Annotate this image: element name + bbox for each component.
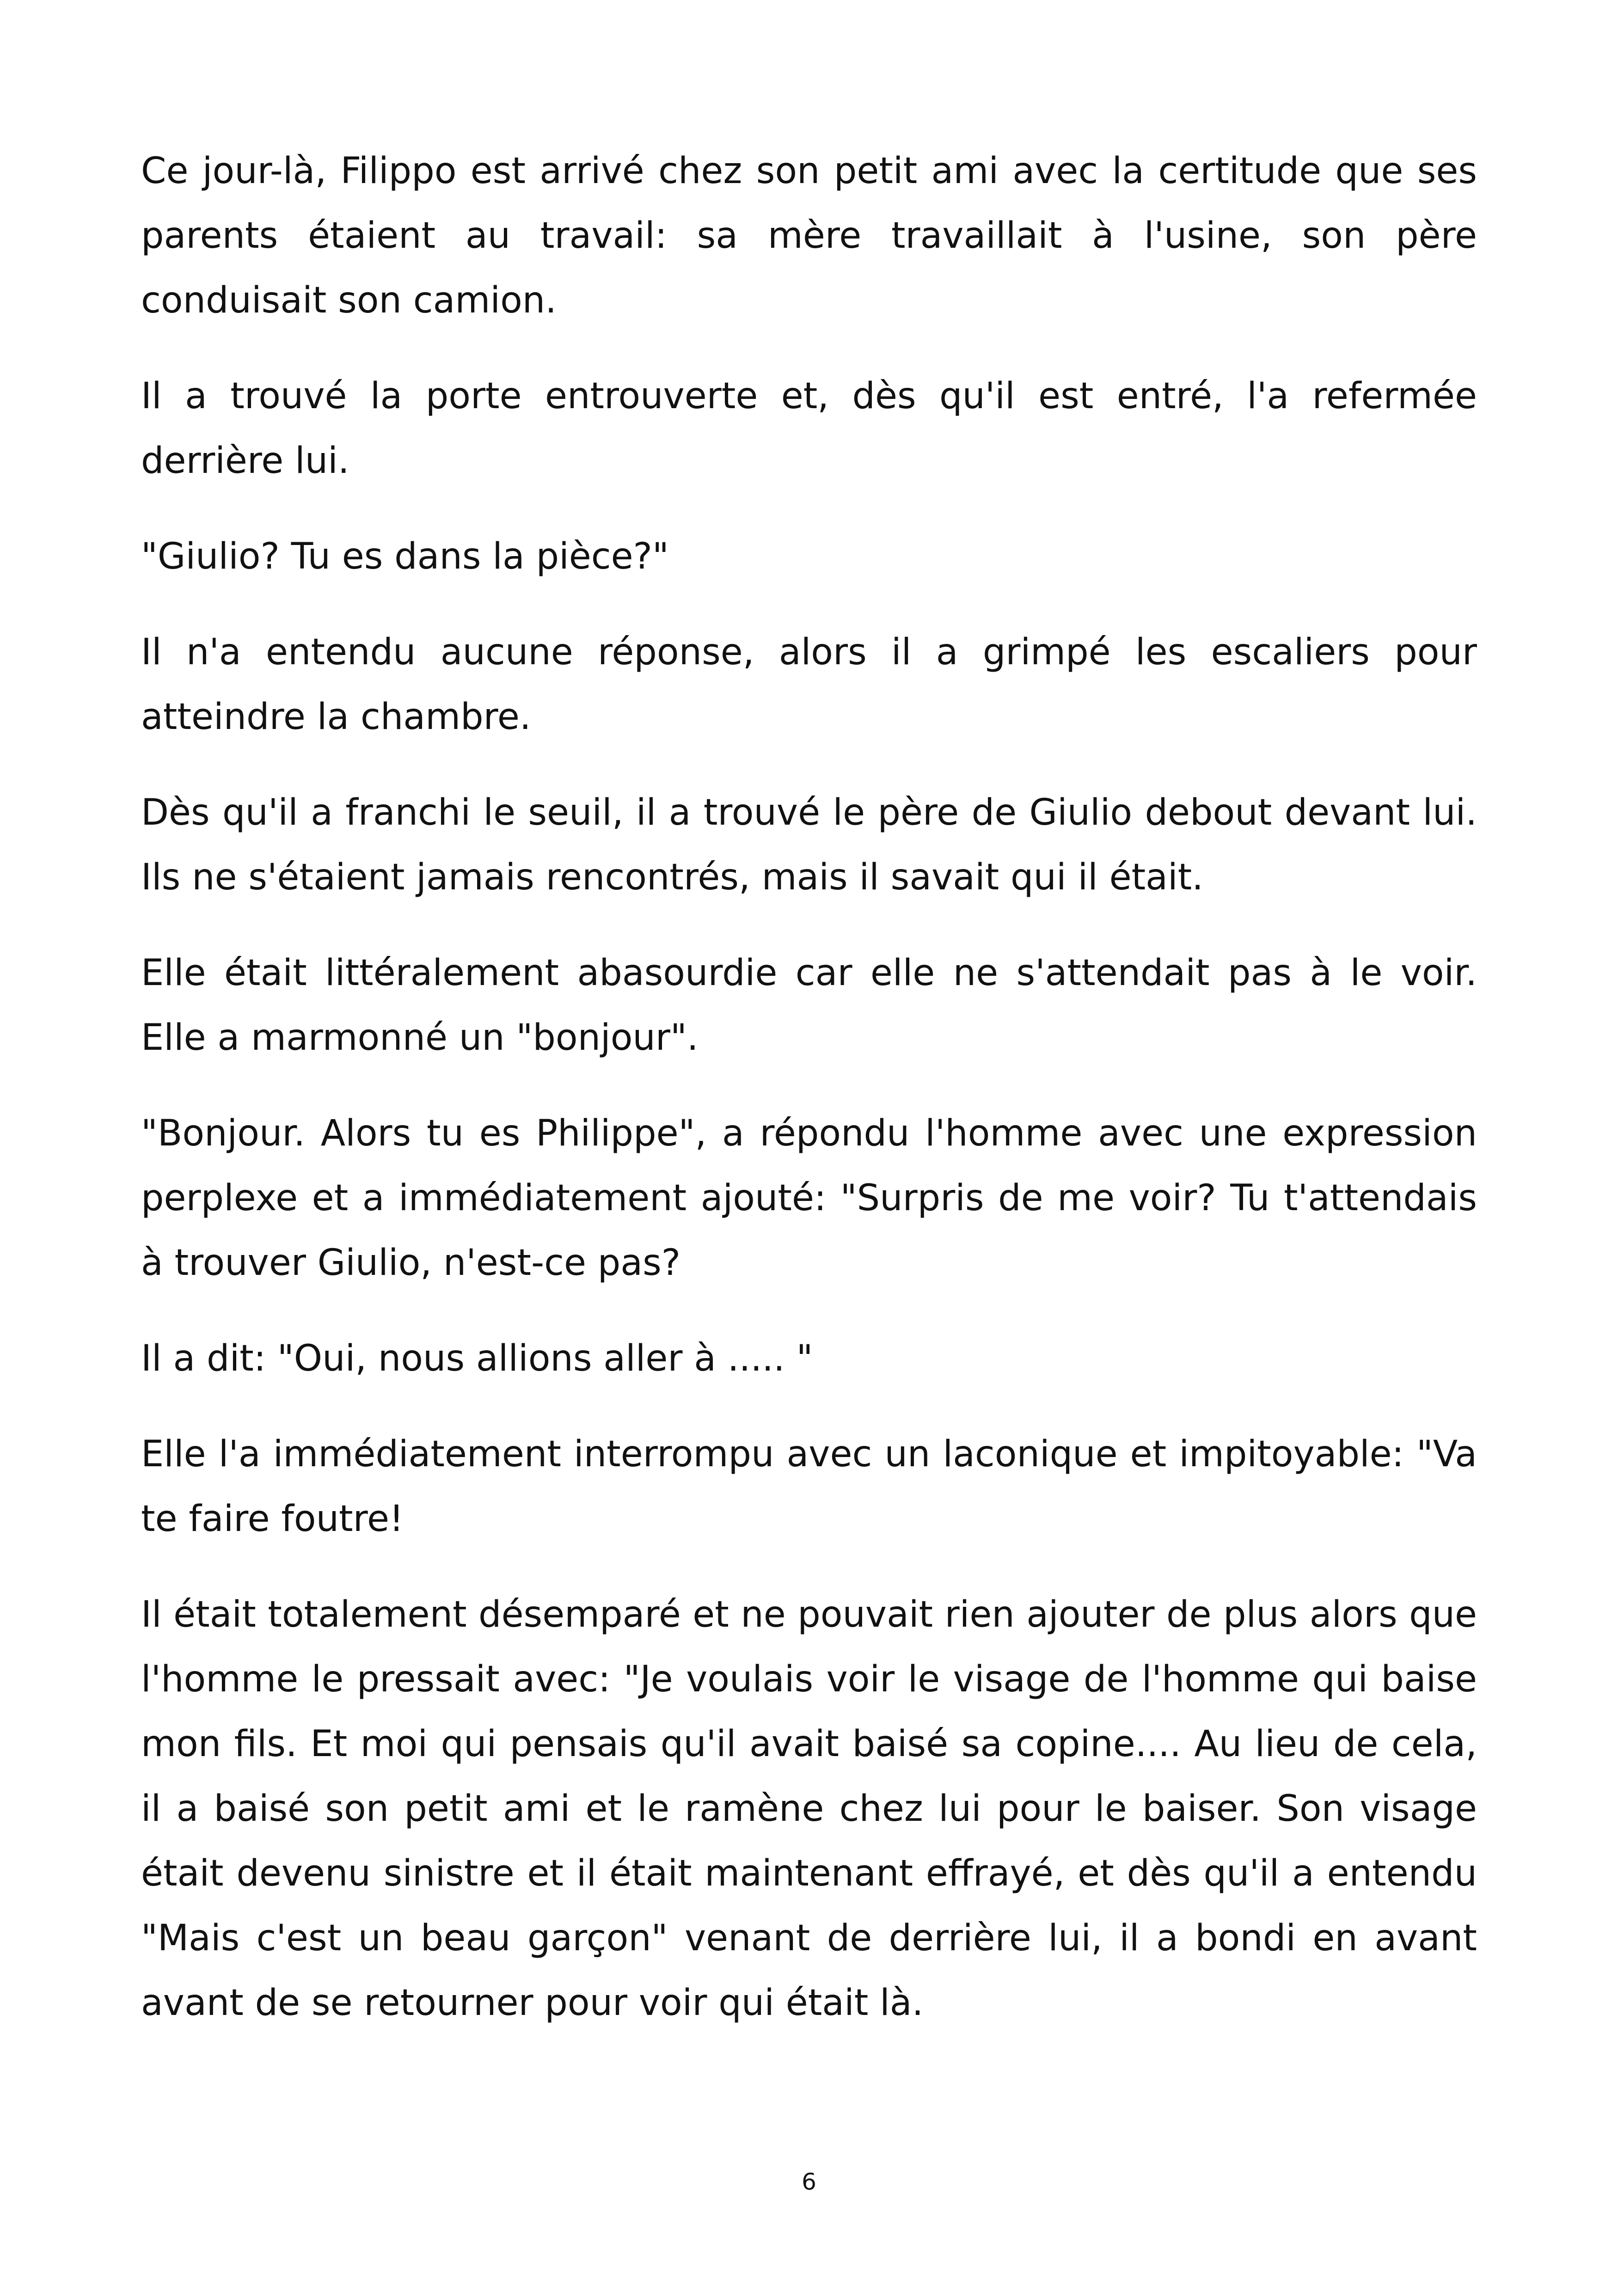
- paragraph-3: "Giulio? Tu es dans la pièce?": [141, 536, 669, 577]
- paragraph-5: Dès qu'il a franchi le seuil, il a trouvé le père de Giulio debout devant lui. Ils ne s'étaient jamais rencontrés, mais il savait qui il était.: [141, 792, 1477, 898]
- paragraph-7: "Bonjour. Alors tu es Philippe", a répondu l'homme avec une expression perplexe et a immédiatement ajouté: "Surpris de me voir? Tu t'attendais à trouver Giulio, n'est-ce pas?: [141, 1113, 1477, 1284]
- paragraph-9: Elle l'a immédiatement interrompu avec un laconique et impitoyable: "Va te faire foutre!: [141, 1433, 1477, 1540]
- paragraph-10: Il était totalement désemparé et ne pouvait rien ajouter de plus alors que l'homme le pressait avec: "Je voulais voir le visage de l'homme qui baise mon fils. Et moi qui pensais qu'il avait baisé sa copine.... Au lieu de cela, il a baisé son petit ami et le ramène chez lui pour le baiser. Son visage était devenu sinistre et il était maintenant effrayé, et dès qu'il a entendu "Mais c'est un beau garçon" venant de derrière lui, il a bondi en avant avant de se retourner pour voir qui était là.: [141, 1594, 1477, 2024]
- paragraph-4: Il n'a entendu aucune réponse, alors il a grimpé les escaliers pour atteindre la chambre.: [141, 631, 1477, 738]
- paragraph-1: Ce jour-là, Filippo est arrivé chez son petit ami avec la certitude que ses parents étaient au travail: sa mère travaillait à l'usine, son père conduisait son camion.: [141, 150, 1477, 321]
- body-text: [141, 139, 1477, 2066]
- paragraph-6: Elle était littéralement abasourdie car elle ne s'attendait pas à le voir. Elle a marmonné un "bonjour".: [141, 952, 1477, 1059]
- page-number: 6: [802, 2168, 816, 2195]
- paragraph-8: Il a dit: "Oui, nous allions aller à ..... ": [141, 1338, 813, 1379]
- paragraph-2: Il a trouvé la porte entrouverte et, dès qu'il est entré, l'a refermée derrière lui.: [141, 375, 1477, 482]
